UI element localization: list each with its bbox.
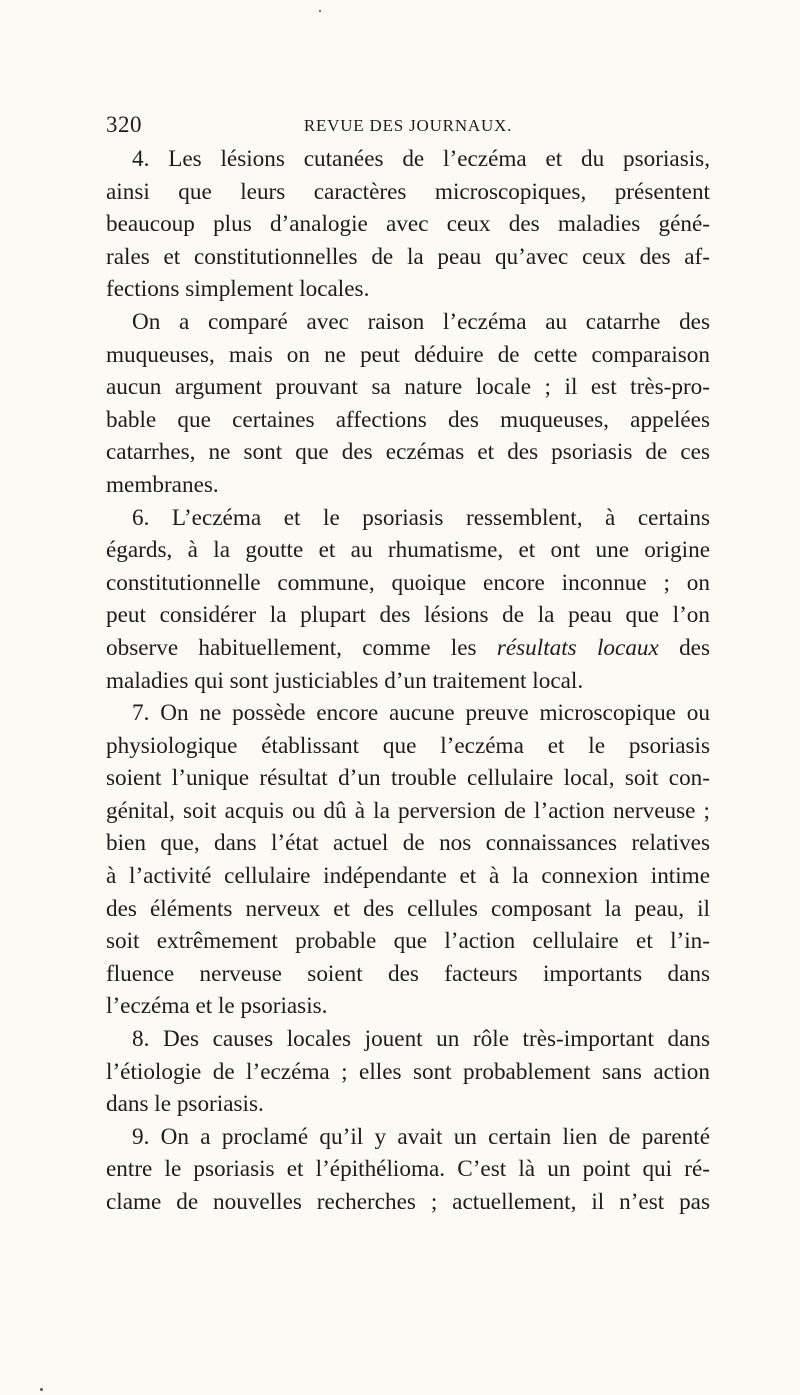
- text-line: clame de nouvelles recherches ; actuellement, il n’est pas: [106, 1189, 710, 1215]
- paragraph-4: [106, 143, 710, 306]
- text-line: aucun argument prouvant sa nature locale ; il est très-pro-: [106, 374, 710, 401]
- text-line: bable que certaines affections des muqueuses, appelées: [106, 406, 710, 433]
- text-line: égards, à la goutte et au rhumatisme, et ont une origine: [106, 537, 710, 564]
- text-line: l’eczéma et le psoriasis.: [106, 993, 328, 1020]
- text-line: 4. Les lésions cutanées de l’eczéma et du psoriasis,: [132, 146, 710, 172]
- paragraph-9: [106, 1121, 710, 1219]
- emphasis: résultats locaux: [496, 634, 659, 661]
- running-title: REVUE DES JOURNAUX.: [303, 116, 513, 135]
- text-line: peut considérer la plupart des lésions de la peau que l’on: [106, 602, 710, 629]
- text-line: soient l’unique résultat d’un trouble cellulaire local, soit con-: [106, 765, 710, 792]
- text-line: 8. Des causes locales jouent un rôle très-important dans: [132, 1026, 710, 1053]
- paragraph-6: [106, 502, 710, 698]
- text-line: des éléments nerveux et des cellules composant la peau, il: [106, 895, 710, 922]
- text-line: fluence nerveuse soient des facteurs importants dans: [106, 960, 710, 987]
- text-line: bien que, dans l’état actuel de nos connaissances relatives: [106, 830, 710, 857]
- text-line: dans le psoriasis.: [106, 1091, 264, 1118]
- text-line: observe habituellement, comme les résultats locaux des: [106, 634, 710, 661]
- page-number: 320: [106, 112, 142, 137]
- text-line: beaucoup plus d’analogie avec ceux des maladies géné-: [106, 211, 710, 238]
- paragraph-5: [106, 306, 710, 502]
- page-header: [106, 112, 710, 144]
- paragraph-7: [106, 697, 710, 1023]
- text-line: physiologique établissant que l’eczéma et le psoriasis: [106, 732, 710, 759]
- page-speck: [40, 1388, 43, 1391]
- text-line: membranes.: [106, 471, 219, 498]
- text-line: muqueuses, mais on ne peut déduire de cette comparaison: [106, 341, 710, 368]
- text-line: ainsi que leurs caractères microscopiques, présentent: [106, 178, 710, 205]
- text-line: 7. On ne possède encore aucune preuve microscopique ou: [132, 700, 710, 727]
- text-line: soit extrêmement probable que l’action cellulaire et l’in-: [106, 928, 710, 955]
- text-line: 6. L’eczéma et le psoriasis ressemblent, à certains: [132, 504, 710, 531]
- text-line: fections simplement locales.: [106, 276, 370, 303]
- text-line: 9. On a proclamé qu’il y avait un certain lien de parenté: [132, 1123, 710, 1150]
- body-text: [106, 143, 710, 1219]
- text-line: On a comparé avec raison l’eczéma au catarrhe des: [132, 308, 710, 335]
- text-line: à l’activité cellulaire indépendante et à la connexion intime: [106, 863, 710, 890]
- text-line: catarrhes, ne sont que des eczémas et des psoriasis de ces: [106, 439, 710, 466]
- text-line: rales et constitutionnelles de la peau qu’avec ceux des af-: [106, 243, 710, 270]
- text-line: entre le psoriasis et l’épithélioma. C’est là un point qui ré-: [106, 1156, 710, 1183]
- text-line: maladies qui sont justiciables d’un traitement local.: [106, 667, 584, 694]
- text-line: constitutionnelle commune, quoique encore inconnue ; on: [106, 569, 710, 596]
- text-line: génital, soit acquis ou dû à la perversion de l’action nerveuse ;: [106, 797, 710, 824]
- page-speck: [319, 10, 321, 12]
- paragraph-8: [106, 1023, 710, 1121]
- text-line: l’étiologie de l’eczéma ; elles sont probablement sans action: [106, 1058, 710, 1085]
